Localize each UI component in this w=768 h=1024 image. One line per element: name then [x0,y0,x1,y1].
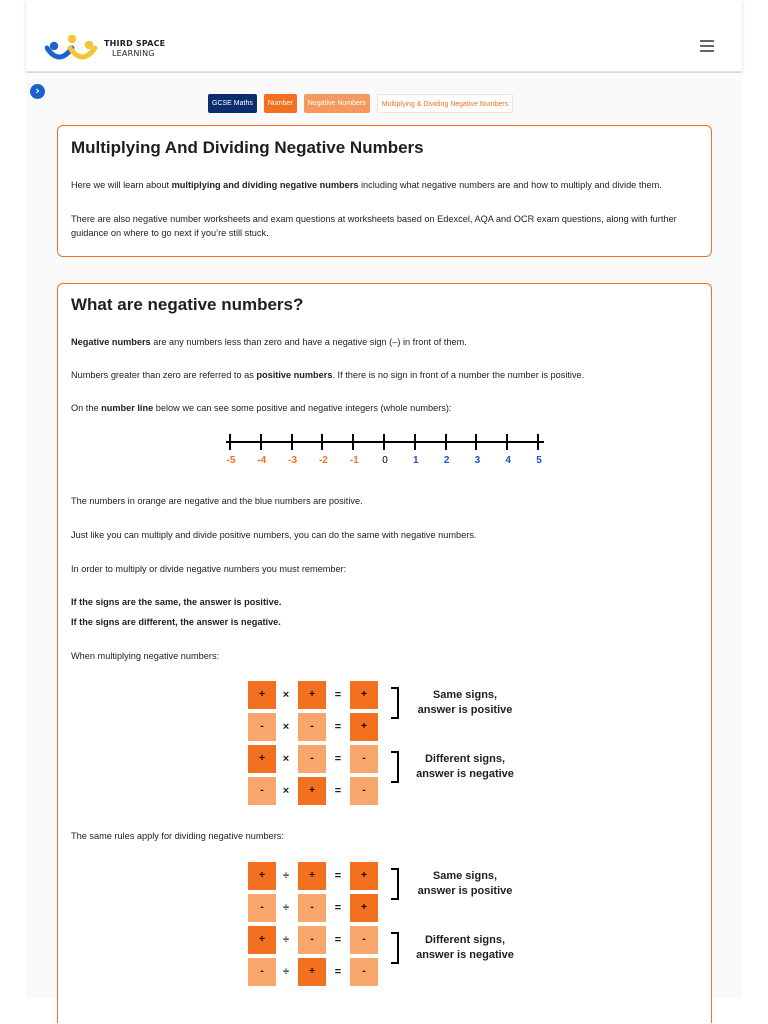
equals-symbol: = [334,934,342,946]
diff-signs-label [400,752,530,782]
sign-box-a: - [248,713,276,741]
equals-symbol: = [334,870,342,882]
sign-box-b: + [298,681,326,709]
bracket-same [391,687,399,719]
diff-signs-label-line-2: answer is negative [416,768,514,780]
brand-name [104,39,165,59]
diff-signs-label-line-1: Different signs, [424,934,506,946]
bracket-same [391,868,399,900]
number-line-axis [226,441,544,443]
equals-symbol: = [334,785,342,797]
number-line [222,430,548,472]
number-line-label: 1 [413,455,419,466]
intro-p1-text: Here we will learn about [71,180,172,190]
number-line-tick [475,434,477,450]
equals-symbol: = [334,753,342,765]
diff-signs-label-line-2: answer is negative [416,949,514,961]
intro-p1-bold: multiplying and dividing negative numbers [171,180,359,190]
equals-symbol: = [334,721,342,733]
section-paragraph-7: When multiplying negative numbers: [71,651,220,661]
same-signs-label-line-2: answer is positive [417,704,513,716]
number-line-tick [414,434,416,450]
breadcrumb-current-page[interactable]: Multiplying & Dividing Negative Numbers [377,94,513,113]
sign-box-result: + [350,681,378,709]
number-line-label: -5 [226,455,236,466]
sign-box-result: - [350,926,378,954]
number-line-label: 0 [382,455,388,466]
diff-signs-label-line-1: Different signs, [424,753,506,765]
section-p2-text-end: . If there is no sign in front of a number the number is positive. [332,370,585,380]
operator-symbol: ÷ [282,934,290,946]
section-paragraph-1 [71,335,696,349]
number-line-label: 3 [474,455,481,466]
section-card [57,283,712,1023]
rule-same-signs: If the signs are the same, the answer is positive. [71,597,282,607]
section-paragraph-6: In order to multiply or divide negative numbers you must remember: [71,564,347,574]
sign-box-b: - [298,745,326,773]
sign-box-result: - [350,777,378,805]
number-line-label: -2 [318,455,328,466]
same-signs-label [400,688,530,718]
same-signs-label [400,869,530,899]
section-p2-text: Numbers greater than zero are referred to as [71,370,257,380]
diff-signs-label [400,933,530,963]
sign-box-result: - [350,745,378,773]
same-signs-label-line-1: Same signs, [432,689,498,701]
number-line-tick [383,434,385,450]
intro-paragraph-1 [71,178,696,192]
operator-symbol: ÷ [282,902,290,914]
bracket-diff [391,932,399,964]
same-signs-label-line-2: answer is positive [417,885,513,897]
operator-symbol: × [282,689,290,701]
same-signs-label-line-1: Same signs, [432,870,498,882]
sign-box-result: - [350,958,378,986]
number-line-tick [352,434,354,450]
breadcrumb-number[interactable]: Number [264,94,297,113]
sign-box-a: - [248,958,276,986]
breadcrumb-negative-numbers[interactable]: Negative Numbers [304,94,370,113]
sign-box-b: + [298,958,326,986]
section-p3-text: On the [71,403,102,413]
breadcrumb [208,94,513,113]
sign-box-b: - [298,894,326,922]
section-p2-bold: positive numbers [256,370,333,380]
number-line-tick [291,434,293,450]
third-space-logo-icon[interactable] [45,30,99,66]
section-paragraph-3 [71,401,696,415]
sign-box-a: + [248,862,276,890]
number-line-label: -4 [257,455,267,466]
bracket-diff [391,751,399,783]
number-line-tick [260,434,262,450]
section-p1-text: are any numbers less than zero and have a negative sign (–) in front of them. [150,337,467,347]
sign-box-result: + [350,894,378,922]
sign-box-a: - [248,894,276,922]
rule-different-signs: If the signs are different, the answer is negative. [71,617,281,627]
number-line-label: -1 [349,455,359,466]
sign-box-b: + [298,777,326,805]
brand-line-2: LEARNING [112,49,155,58]
number-line-label: 4 [505,455,511,466]
section-paragraph-8: The same rules apply for dividing negative numbers: [71,831,284,841]
sign-box-a: + [248,926,276,954]
number-line-tick [229,434,231,450]
section-p3-bold: number line [101,403,154,413]
equals-symbol: = [334,966,342,978]
number-line-label: 2 [443,455,450,466]
equals-symbol: = [334,689,342,701]
sign-box-a: + [248,745,276,773]
number-line-tick [445,434,447,450]
chevron-right-icon[interactable]: › [30,84,45,99]
number-line-tick [506,434,508,450]
equals-symbol: = [334,902,342,914]
sign-box-result: + [350,713,378,741]
brand-line-1: THIRD SPACE [104,39,166,48]
operator-symbol: ÷ [282,870,290,882]
operator-symbol: × [282,785,290,797]
sign-box-b: - [298,713,326,741]
sign-box-b: + [298,862,326,890]
breadcrumb-gcse-maths[interactable]: GCSE Maths [208,94,257,113]
section-p3-text-end: below we can see some positive and negative integers (whole numbers): [153,403,452,413]
number-line-tick [537,434,539,450]
sign-box-a: - [248,777,276,805]
operator-symbol: ÷ [282,966,290,978]
sign-box-result: + [350,862,378,890]
hamburger-menu-icon[interactable] [700,40,714,52]
sign-box-b: - [298,926,326,954]
number-line-tick [321,434,323,450]
operator-symbol: × [282,753,290,765]
number-line-label: 5 [536,455,542,466]
section-paragraph-5: Just like you can multiply and divide positive numbers, you can do the same with negative numbers. [71,530,477,540]
section-paragraph-4: The numbers in orange are negative and the blue numbers are positive. [71,496,363,506]
sign-box-a: + [248,681,276,709]
section-p1-bold: Negative numbers [71,337,151,347]
intro-paragraph-2: There are also negative number worksheets and exam questions at worksheets based on Edexcel, AQA and OCR exam questions, along with further guidance on where to go next if you’re still stuck. [71,214,677,238]
intro-card [57,125,712,257]
number-line-label: -3 [288,455,298,466]
intro-p1-text-end: including what negative numbers are and how to multiply and divide them. [358,180,662,190]
section-paragraph-2 [71,368,696,382]
site-header [26,0,742,72]
page-title: Multiplying And Dividing Negative Numbers [71,138,424,157]
operator-symbol: × [282,721,290,733]
section-title: What are negative numbers? [71,295,304,314]
